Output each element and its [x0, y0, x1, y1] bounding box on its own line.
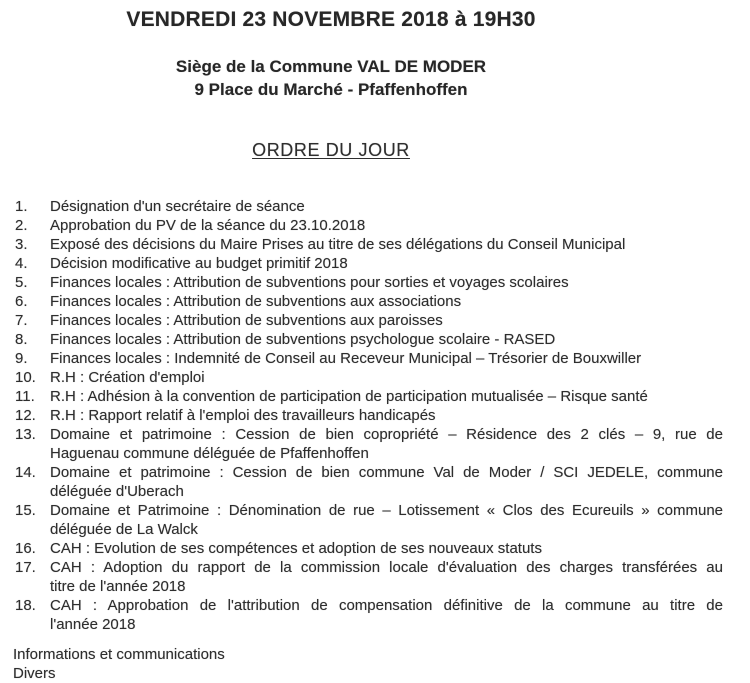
venue-name: Siège de la Commune VAL DE MODER: [175, 57, 487, 76]
agenda-item: [0, 406, 723, 425]
agenda-item-number: 17.: [15, 559, 36, 576]
agenda-item-line: Décision modificative au budget primitif 2018: [50, 255, 348, 272]
agenda-item-line: déléguée d'Uberach: [50, 483, 184, 500]
agenda-item-line: Domaine et patrimoine : Cession de bien copropriété – Résidence des 2 clés – 9, rue de: [50, 426, 723, 443]
agenda-item-number: 10.: [15, 369, 36, 386]
agenda-item: [0, 501, 723, 539]
agenda-item-text: [50, 596, 723, 634]
agenda-item-text: [50, 558, 723, 596]
agenda-item-text: [50, 216, 723, 235]
agenda-item-line: Finances locales : Attribution de subventions aux associations: [50, 293, 462, 310]
footer-line: Informations et communications: [13, 646, 225, 663]
document-header: [0, 0, 662, 162]
agenda-item-line: Finances locales : Indemnité de Conseil au Receveur Municipal – Trésorier de Bouxwiller: [50, 350, 642, 367]
agenda-item-line: R.H : Adhésion à la convention de participation de participation mutualisée – Risque santé: [50, 388, 648, 405]
agenda-item-number: 15.: [15, 502, 36, 519]
agenda-item-text: [50, 311, 723, 330]
agenda-item: [0, 254, 723, 273]
agenda-item: [0, 425, 723, 463]
agenda-item-line: R.H : Création d'emploi: [50, 369, 205, 386]
agenda-item-number: 4.: [15, 255, 28, 272]
document-footer: [13, 645, 750, 683]
agenda-item-number: 3.: [15, 236, 28, 253]
agenda-item-number: 11.: [15, 388, 35, 405]
agenda-item-number: 7.: [15, 312, 28, 329]
agenda-item-line: Domaine et patrimoine : Cession de bien commune Val de Moder / SCI JEDELE, commune: [50, 464, 723, 481]
agenda-item-number: 6.: [15, 293, 28, 310]
agenda-item-line: titre de l'année 2018: [50, 578, 186, 595]
agenda-item-text: [50, 463, 723, 501]
agenda-item-line: CAH : Approbation de l'attribution de compensation définitive de la commune au titre de: [50, 597, 723, 614]
agenda-item-number: 18.: [15, 597, 36, 614]
agenda-item-line: Désignation d'un secrétaire de séance: [50, 198, 305, 215]
agenda-item-line: l'année 2018: [50, 616, 136, 633]
agenda-item: [0, 387, 723, 406]
agenda-item-line: Finances locales : Attribution de subventions psychologue scolaire - RASED: [50, 331, 556, 348]
agenda-item: [0, 558, 723, 596]
agenda-item: [0, 463, 723, 501]
agenda-item-text: [50, 501, 723, 539]
agenda-item: [0, 539, 723, 558]
agenda-item-line: Haguenau commune déléguée de Pfaffenhoffen: [50, 445, 369, 462]
agenda-item-number: 9.: [15, 350, 28, 367]
agenda-item: [0, 273, 723, 292]
agenda-item-number: 5.: [15, 274, 28, 291]
agenda-item-text: [50, 292, 723, 311]
agenda-item-line: Finances locales : Attribution de subventions pour sorties et voyages scolaires: [50, 274, 569, 291]
agenda-item: [0, 235, 723, 254]
agenda-item: [0, 292, 723, 311]
agenda-item-line: CAH : Adoption du rapport de la commission locale d'évaluation des charges transférées au: [50, 559, 723, 576]
agenda-item-line: Finances locales : Attribution de subventions aux paroisses: [50, 312, 443, 329]
agenda-item-text: [50, 425, 723, 463]
agenda-item-line: déléguée de La Walck: [50, 521, 198, 538]
agenda-item-text: [50, 330, 723, 349]
agenda-item-number: 12.: [15, 407, 36, 424]
agenda-item-text: [50, 539, 723, 558]
agenda-item-text: [50, 235, 723, 254]
venue-block: [0, 55, 662, 101]
agenda-item-text: [50, 197, 723, 216]
venue-address: 9 Place du Marché - Pfaffenhoffen: [194, 80, 468, 99]
meeting-datetime-title: VENDREDI 23 NOVEMBRE 2018 à 19H30: [126, 8, 536, 31]
agenda-item: [0, 349, 723, 368]
agenda-item-line: Domaine et Patrimoine : Dénomination de rue – Lotissement « Clos des Ecureuils » commune: [50, 502, 723, 519]
agenda-item-line: Approbation du PV de la séance du 23.10.2018: [50, 217, 366, 234]
agenda-item-number: 1.: [15, 198, 28, 215]
agenda-item: [0, 216, 723, 235]
agenda-item-text: [50, 406, 723, 425]
agenda-item: [0, 330, 723, 349]
agenda-item-line: R.H : Rapport relatif à l'emploi des travailleurs handicapés: [50, 407, 436, 424]
agenda-item-text: [50, 368, 723, 387]
agenda-item: [0, 596, 723, 634]
footer-line: Divers: [13, 665, 56, 682]
agenda-item-text: [50, 273, 723, 292]
agenda-item-text: [50, 387, 723, 406]
agenda-item-text: [50, 254, 723, 273]
agenda-item: [0, 368, 723, 387]
agenda-item-number: 2.: [15, 217, 28, 234]
agenda-item-number: 8.: [15, 331, 28, 348]
agenda-item-number: 13.: [15, 426, 36, 443]
agenda-item-number: 16.: [15, 540, 36, 557]
agenda-item-line: CAH : Evolution de ses compétences et adoption de ses nouveaux statuts: [50, 540, 542, 557]
agenda-item: [0, 197, 723, 216]
agenda-item-number: 14.: [15, 464, 36, 481]
agenda-list: [0, 197, 723, 634]
agenda-item: [0, 311, 723, 330]
agenda-item-line: Exposé des décisions du Maire Prises au titre de ses délégations du Conseil Municipal: [50, 236, 626, 253]
agenda-section-heading: ORDRE DU JOUR: [252, 140, 410, 160]
agenda-item-text: [50, 349, 723, 368]
